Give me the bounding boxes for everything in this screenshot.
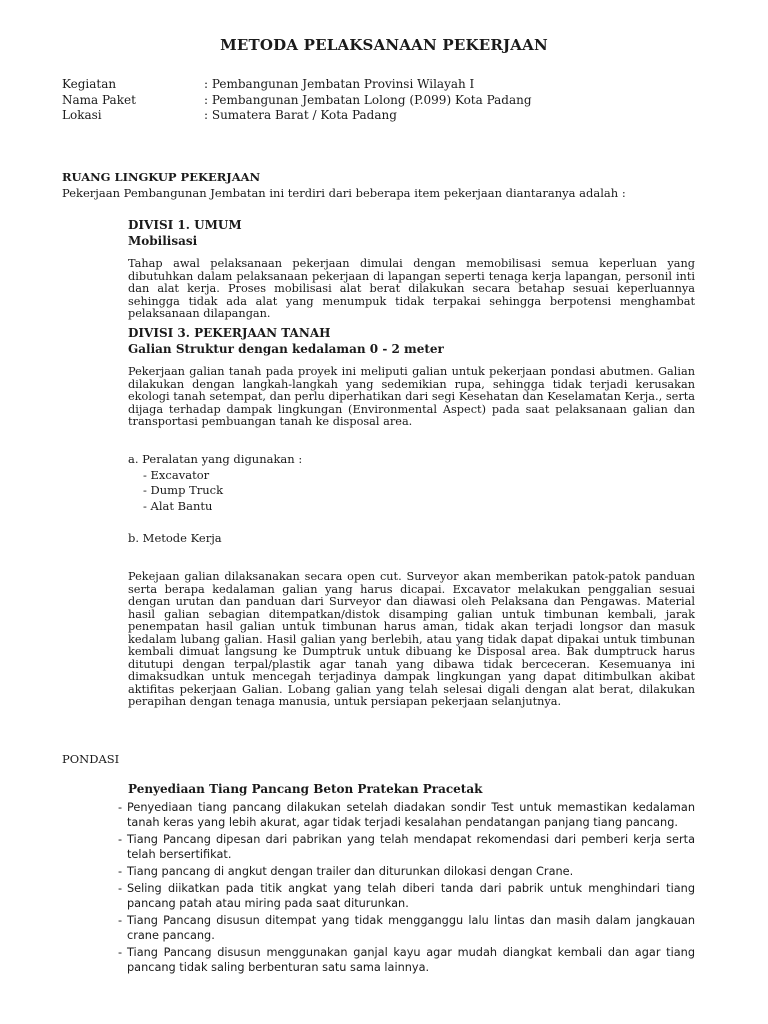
info-row-lokasi — [62, 108, 532, 124]
divisi3-paragraph: Pekerjaan galian tanah pada proyek ini meliputi galian untuk pekerjaan pondasi abutmen. Galian dilakukan dengan langkah-langkah yang sedemikian rupa, sehingga tidak terjadi kerusakan ekologi tanah setempat, dan perlu diperhatikan dari segi Kesehatan dan Keselamatan Kerja., serta dijaga terhadap dampak lingkungan (Environmental Aspect) pada saat pelaksanaan galian dan transportasi pembuangan tanah ke disposal area. — [128, 365, 695, 428]
bullet-dash: - — [118, 833, 123, 846]
divisi1-section — [128, 217, 695, 321]
info-row-nama-paket — [62, 93, 532, 109]
pondasi-bullet-list — [118, 800, 695, 977]
bullet-text: Tiang Pancang disusun menggunakan ganjal kayu agar mudah diangkat kembali dan agar tiang pancang tidak saling berbenturan satu sama lainnya. — [127, 946, 695, 974]
bullet-dash: - — [118, 865, 123, 878]
info-label: Nama Paket — [62, 92, 136, 107]
bullet-text: Tiang Pancang disusun ditempat yang tidak mengganggu lalu lintas dan masih dalam jangkauan crane pancang. — [127, 914, 695, 942]
scope-intro: Pekerjaan Pembangunan Jembatan ini terdiri dari beberapa item pekerjaan diantaranya adalah : — [62, 186, 626, 200]
info-value: : Pembangunan Jembatan Lolong (P.099) Kota Padang — [204, 92, 532, 107]
bullet-dash: - — [118, 914, 123, 927]
equipment-heading: a. Peralatan yang digunakan : — [128, 452, 303, 466]
equipment-item: - Alat Bantu — [143, 498, 213, 513]
list-item — [118, 864, 695, 879]
info-label: Kegiatan — [62, 77, 117, 91]
divisi3-heading: DIVISI 3. PEKERJAAN TANAH — [128, 326, 331, 340]
divisi1-paragraph: Tahap awal pelaksanaan pekerjaan dimulai dengan memobilisasi semua keperluan yang dibutuhkan dalam pelaksanaan pekerjaan di lapangan seperti tenaga kerja lapangan, personil inti dan alat kerja. Proses mobilisasi alat berat dilakukan secara betahap sesuai keperluannya sehingga tidak ada alat yang menumpuk tidak terpakai sehingga berpotensi menghambat pelaksanaan dilapangan. — [128, 257, 695, 320]
method-heading — [128, 531, 695, 547]
pondasi-subheading: Penyediaan Tiang Pancang Beton Pratekan Pracetak — [128, 782, 483, 796]
info-value: : Sumatera Barat / Kota Padang — [204, 108, 397, 122]
list-item — [118, 800, 695, 830]
list-item — [118, 945, 695, 975]
method-section — [128, 571, 695, 709]
info-value: : Pembangunan Jembatan Provinsi Wilayah I — [204, 77, 475, 91]
list-item — [118, 832, 695, 862]
scope-heading: RUANG LINGKUP PEKERJAAN — [62, 170, 261, 184]
bullet-dash: - — [118, 882, 123, 895]
list-item — [118, 913, 695, 943]
divisi1-subheading: Mobilisasi — [128, 234, 198, 248]
pondasi-subheading-wrap — [128, 781, 695, 797]
list-item — [118, 881, 695, 911]
info-label: Lokasi — [62, 108, 102, 122]
equipment-section — [128, 452, 695, 514]
project-info — [62, 77, 532, 124]
method-paragraph: Pekejaan galian dilaksanakan secara open cut. Surveyor akan memberikan patok-patok panduan serta berapa kedalaman galian yang harus dicapai. Excavator melakukan penggalian sesuai dengan urutan dan panduan dari Surveyor dan diawasi oleh Pelaksana dan Pengawas. Material hasil galian sebagian ditempatkan/distok disamping galian untuk timbunan kembali, jarak penempatan hasil galian untuk timbunan harus aman, tidak akan terjadi longsor dan masuk kedalam lubang galian. Hasil galian yang berlebih, atau yang tidak dapat dipakai untuk timbunan kembali dimuat langsung ke Dumptruk untuk dibuang ke Disposal area. Bak dumptruck harus ditutupi dengan terpal/plastik agar tanah yang dibawa tidak berceceran. Kesemuanya ini dimaksudkan untuk mencegah terjadinya dampak lingkungan yang dapat ditimbulkan akibat aktifitas pekerjaan Galian. Lobang galian yang telah selesai digali dengan alat berat, dilakukan perapihan dengan tenaga manusia, untuk persiapan pekerjaan selanjutnya. — [128, 570, 695, 708]
divisi1-heading: DIVISI 1. UMUM — [128, 218, 242, 232]
bullet-text: Tiang pancang di angkut dengan trailer dan diturunkan dilokasi dengan Crane. — [127, 865, 574, 878]
equipment-item: - Excavator — [143, 467, 210, 482]
pondasi-heading: PONDASI — [62, 752, 120, 766]
bullet-text: Tiang Pancang dipesan dari pabrikan yang telah mendapat rekomendasi dari pemberi kerja serta telah bersertifikat. — [127, 833, 695, 861]
bullet-text: Seling diikatkan pada titik angkat yang telah diberi tanda dari pabrik untuk menghindari tiang pancang patah atau miring pada saat diturunkan. — [127, 882, 695, 910]
bullet-dash: - — [118, 801, 123, 814]
info-row-kegiatan — [62, 77, 532, 93]
document-title: METODA PELAKSANAAN PEKERJAAN — [220, 36, 548, 54]
bullet-dash: - — [118, 946, 123, 959]
bullet-text: Penyediaan tiang pancang dilakukan setelah diadakan sondir Test untuk memastikan kedalaman tanah keras yang lebih akurat, agar tidak terjadi kesalahan pendatangan panjang tiang pancang. — [127, 801, 695, 829]
divisi3-section — [128, 325, 695, 429]
method-heading-text: b. Metode Kerja — [128, 531, 222, 545]
divisi3-subheading: Galian Struktur dengan kedalaman 0 - 2 meter — [128, 342, 444, 356]
equipment-item: - Dump Truck — [143, 483, 224, 497]
